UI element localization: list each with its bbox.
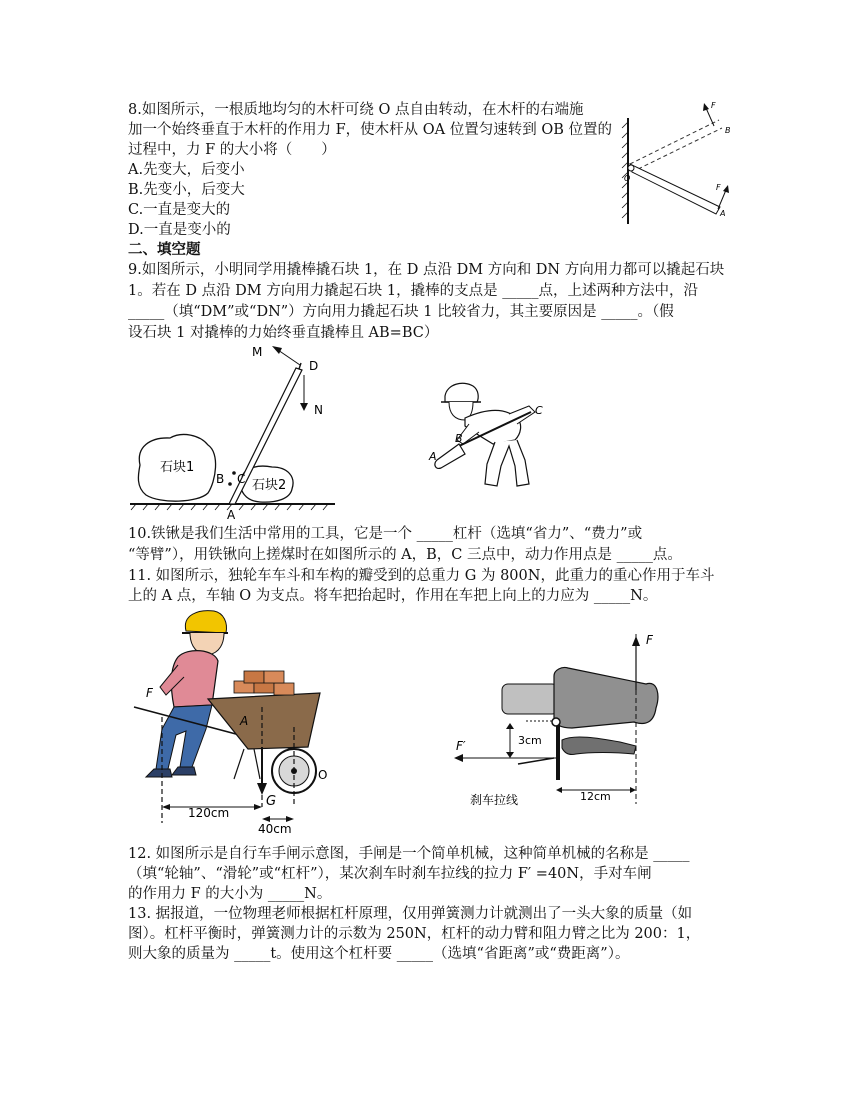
label-a: A [429, 450, 437, 463]
q8-stem-line-2: 加一个始终垂直于木杆的作用力 F，使木杆从 OA 位置匀速转到 OB 位置的 [128, 122, 613, 138]
label-d: D [309, 359, 319, 373]
label-m: M [252, 345, 263, 359]
q10-stem-line-1: 10.铁锹是我们生活中常用的工具，它是一个 _____杠杆（选填“省力”、“费力”或 [128, 526, 643, 542]
label-40cm: 40cm [258, 822, 292, 836]
q9-stem-line-4: 设石块 1 对撬棒的力始终垂直撬棒且 AB=BC） [128, 325, 439, 341]
q12-stem-line-1: 12. 如图所示是自行车手闸示意图，手闸是一个简单机械，这种简单机械的名称是 _____ [128, 846, 690, 862]
label-o: O [318, 768, 328, 782]
label-f-prime: F′ [456, 739, 466, 753]
q9-stem-line-3: _____（填“DM”或“DN”）方向用力撬起石块 1 比较省力，其主要原因是 _____。（假 [128, 304, 674, 320]
label-c: C [535, 404, 543, 417]
q8-lever-figure [612, 96, 752, 226]
label-12cm: 12cm [580, 790, 611, 803]
q12-brake-figure [450, 630, 670, 810]
label-n: N [314, 403, 323, 417]
label-f: F [146, 686, 153, 700]
q11-stem-line-2: 上的 A 点，车轴 O 为支点。将车把抬起时，作用在车把上向上的力应为 _____N。 [128, 588, 658, 604]
label-stone-2: 石块2 [252, 478, 287, 493]
q8-stem-line-3: 过程中，力 F 的大小将（ ） [128, 142, 336, 158]
q8-option-a: A.先变大，后变小 [128, 162, 245, 178]
label-c: C [237, 472, 246, 486]
pivot-o-marker [628, 165, 634, 171]
q8-option-d: D.一直是变小的 [128, 222, 231, 238]
force-f-top-label: F [711, 101, 716, 110]
q10-shovel-worker-figure [425, 380, 555, 492]
q12-stem-line-3: 的作用力 F 的大小为 _____N。 [128, 886, 332, 902]
q13-stem-line-3: 则大象的质量为 _____t。使用这个杠杆要 _____（选填“省距离”或“费距离”）。 [128, 946, 630, 962]
force-f-bottom-label: F [716, 183, 721, 192]
q12-stem-line-2: （填“轮轴”、“滑轮”或“杠杆”），某次刹车时刹车拉线的拉力 F′ =40N，手对车闸 [128, 866, 652, 882]
q8-option-c: C.一直是变大的 [128, 202, 231, 218]
label-b: B [216, 472, 225, 486]
q8-stem-line-1: 8.如图所示，一根质地均匀的木杆可绕 O 点自由转动，在木杆的右端施 [128, 102, 584, 118]
point-b-label: B [725, 126, 731, 135]
label-a: A [240, 714, 249, 728]
q9-stem-line-1: 9.如图所示，小明同学用撬棒撬石块 1，在 D 点沿 DM 方向和 DN 方向用力都可以撬起石块 [128, 262, 725, 278]
q10-stem-line-2: “等臂”），用铁锹向上搓煤时在如图所示的 A，B，C 三点中，动力作用点是 _____点。 [128, 547, 682, 563]
q13-stem-line-2: 图）。杠杆平衡时，弹簧测力计的示数为 250N，杠杆的动力臂和阻力臂之比为 200：1， [128, 926, 701, 942]
label-g: G [266, 794, 277, 809]
q11-wheelbarrow-figure [130, 607, 340, 837]
label-b: B [455, 432, 463, 445]
q9-stem-line-2: 1。若在 D 点沿 DM 方向用力撬起石块 1，撬棒的支点是 _____点，上述两种方法中，沿 [128, 283, 698, 299]
q9-crowbar-figure [128, 343, 340, 522]
label-3cm: 3cm [518, 734, 542, 747]
label-brake-cable: 刹车拉线 [470, 793, 519, 807]
section-heading: 二、填空题 [128, 242, 201, 258]
q8-option-b: B.先变小，后变大 [128, 182, 245, 198]
label-120cm: 120cm [188, 806, 230, 820]
label-a: A [227, 508, 236, 522]
point-a-label: A [720, 209, 726, 218]
label-stone-1: 石块1 [160, 460, 195, 475]
label-f: F [646, 633, 653, 647]
point-o-label: O [624, 174, 631, 183]
q13-stem-line-1: 13. 据报道，一位物理老师根据杠杆原理，仅用弹簧测力计就测出了一头大象的质量（如 [128, 906, 693, 922]
q11-stem-line-1: 11. 如图所示，独轮车车斗和车构的瓣受到的总重力 G 为 800N，此重力的重心作用于车斗 [128, 568, 715, 584]
